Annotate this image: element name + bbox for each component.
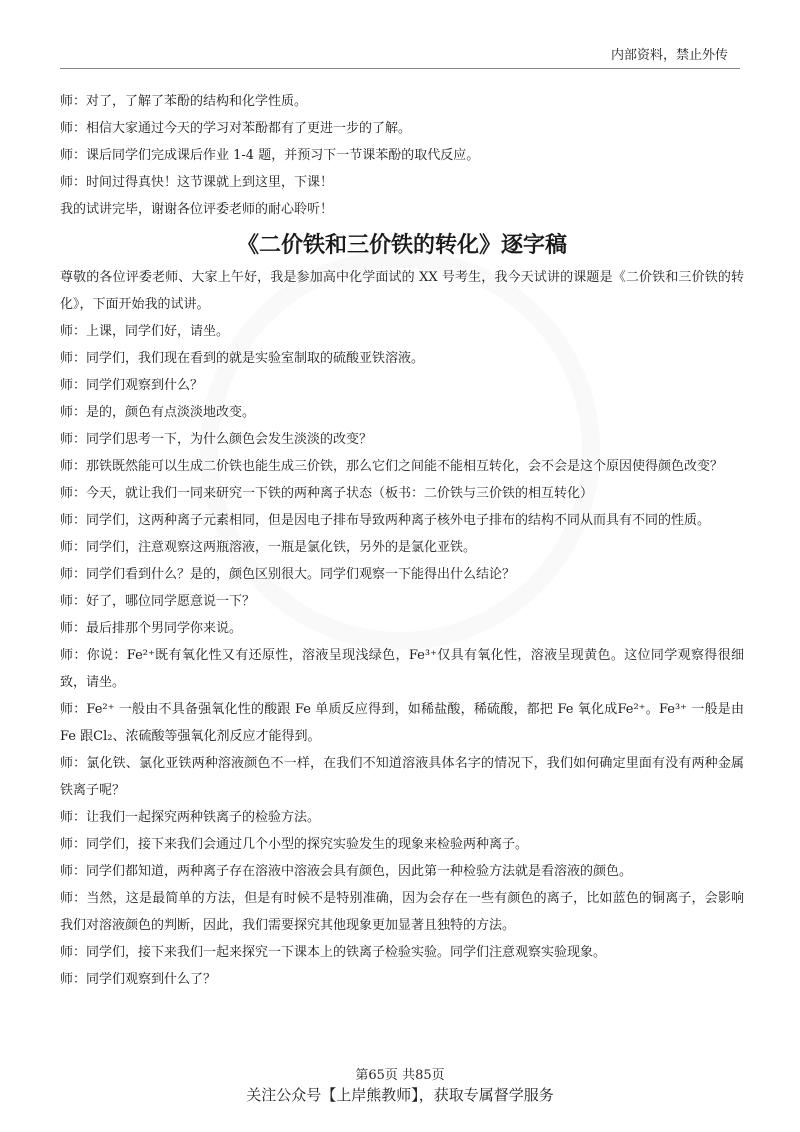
document-body <box>60 88 744 993</box>
paragraph: 师：同学们，我们现在看到的就是实验室制取的硫酸亚铁溶液。 <box>60 351 425 366</box>
header-divider <box>60 68 740 69</box>
paragraph: 师：Fe²⁺ 一般由不具备强氧化性的酸跟 Fe 单质反应得到，如稀盐酸，稀硫酸，都把 Fe 氧化成Fe²⁺。Fe³⁺ 一般是由 Fe 跟Cl₂、浓硫酸等强氧化剂反应才能得到。 <box>60 702 744 744</box>
page-number: 第65页 共85页 <box>355 1068 445 1083</box>
footer-promo: 关注公众号【上岸熊教师】，获取专属督学服务 <box>246 1086 554 1104</box>
paragraph: 师：课后同学们完成课后作业 1-4 题，并预习下一节课苯酚的取代反应。 <box>60 148 480 163</box>
paragraph: 师：是的，颜色有点淡淡地改变。 <box>60 405 256 420</box>
paragraph: 师：对了，了解了苯酚的结构和化学性质。 <box>60 94 308 109</box>
paragraph: 师：氯化铁、氯化亚铁两种溶液颜色不一样，在我们不知道溶液具体名字的情况下，我们如何确定里面有没有两种金属铁离子呢？ <box>60 756 744 798</box>
paragraph: 师：时间过得真快！这节课就上到这里，下课！ <box>60 175 334 190</box>
paragraph: 师：当然，这是最简单的方法，但是有时候不是特别准确，因为会存在一些有颜色的离子，比如蓝色的铜离子，会影响我们对溶液颜色的判断，因此，我们需要探究其他现象更加显著且独特的方法。 <box>60 891 744 933</box>
paragraph: 师：同学们，接下来我们会通过几个小型的探究实验发生的现象来检验两种离子。 <box>60 837 529 852</box>
paragraph: 师：让我们一起探究两种铁离子的检验方法。 <box>60 810 321 825</box>
paragraph: 师：同学们，这两种离子元素相同，但是因电子排布导致两种离子核外电子排布的结构不同从而具有不同的性质。 <box>60 513 711 528</box>
paragraph: 师：同学们，注意观察这两瓶溶液，一瓶是氯化铁，另外的是氯化亚铁。 <box>60 540 477 555</box>
paragraph: 师：同学们看到什么？是的，颜色区别很大。同学们观察一下能得出什么结论？ <box>60 567 516 582</box>
paragraph: 师：最后排那个男同学你来说。 <box>60 621 243 636</box>
paragraph: 师：同学们观察到什么了？ <box>60 972 217 987</box>
document-title: 《二价铁和三价铁的转化》逐字稿 <box>236 233 567 258</box>
paragraph: 尊敬的各位评委老师、大家上午好，我是参加高中化学面试的 XX 号考生，我今天试讲的课题是《二价铁和三价铁的转化》，下面开始我的试讲。 <box>60 270 744 312</box>
paragraph: 我的试讲完毕，谢谢各位评委老师的耐心聆听！ <box>60 202 334 217</box>
paragraph: 师：今天，就让我们一同来研究一下铁的两种离子状态（板书：二价铁与三价铁的相互转化） <box>60 486 594 501</box>
paragraph: 师：相信大家通过今天的学习对苯酚都有了更进一步的了解。 <box>60 121 412 136</box>
paragraph: 师：你说：Fe²⁺既有氧化性又有还原性，溶液呈现浅绿色，Fe³⁺仅具有氧化性，溶液呈现黄色。这位同学观察得很细致，请坐。 <box>60 648 744 690</box>
paragraph: 师：好了，哪位同学愿意说一下？ <box>60 594 256 609</box>
paragraph: 师：同学们都知道，两种离子存在溶液中溶液会具有颜色，因此第一种检验方法就是看溶液的颜色。 <box>60 864 633 879</box>
confidential-note: 内部资料，禁止外传 <box>610 48 728 63</box>
paragraph: 师：同学们观察到什么？ <box>60 378 204 393</box>
paragraph: 师：上课，同学们好，请坐。 <box>60 324 230 339</box>
paragraph: 师：同学们，接下来我们一起来探究一下课本上的铁离子检验实验。同学们注意观察实验现象。 <box>60 945 607 960</box>
paragraph: 师：同学们思考一下，为什么颜色会发生淡淡的改变？ <box>60 432 373 447</box>
paragraph: 师：那铁既然能可以生成二价铁也能生成三价铁，那么它们之间能不能相互转化，会不会是这个原因使得颜色改变？ <box>60 459 724 474</box>
